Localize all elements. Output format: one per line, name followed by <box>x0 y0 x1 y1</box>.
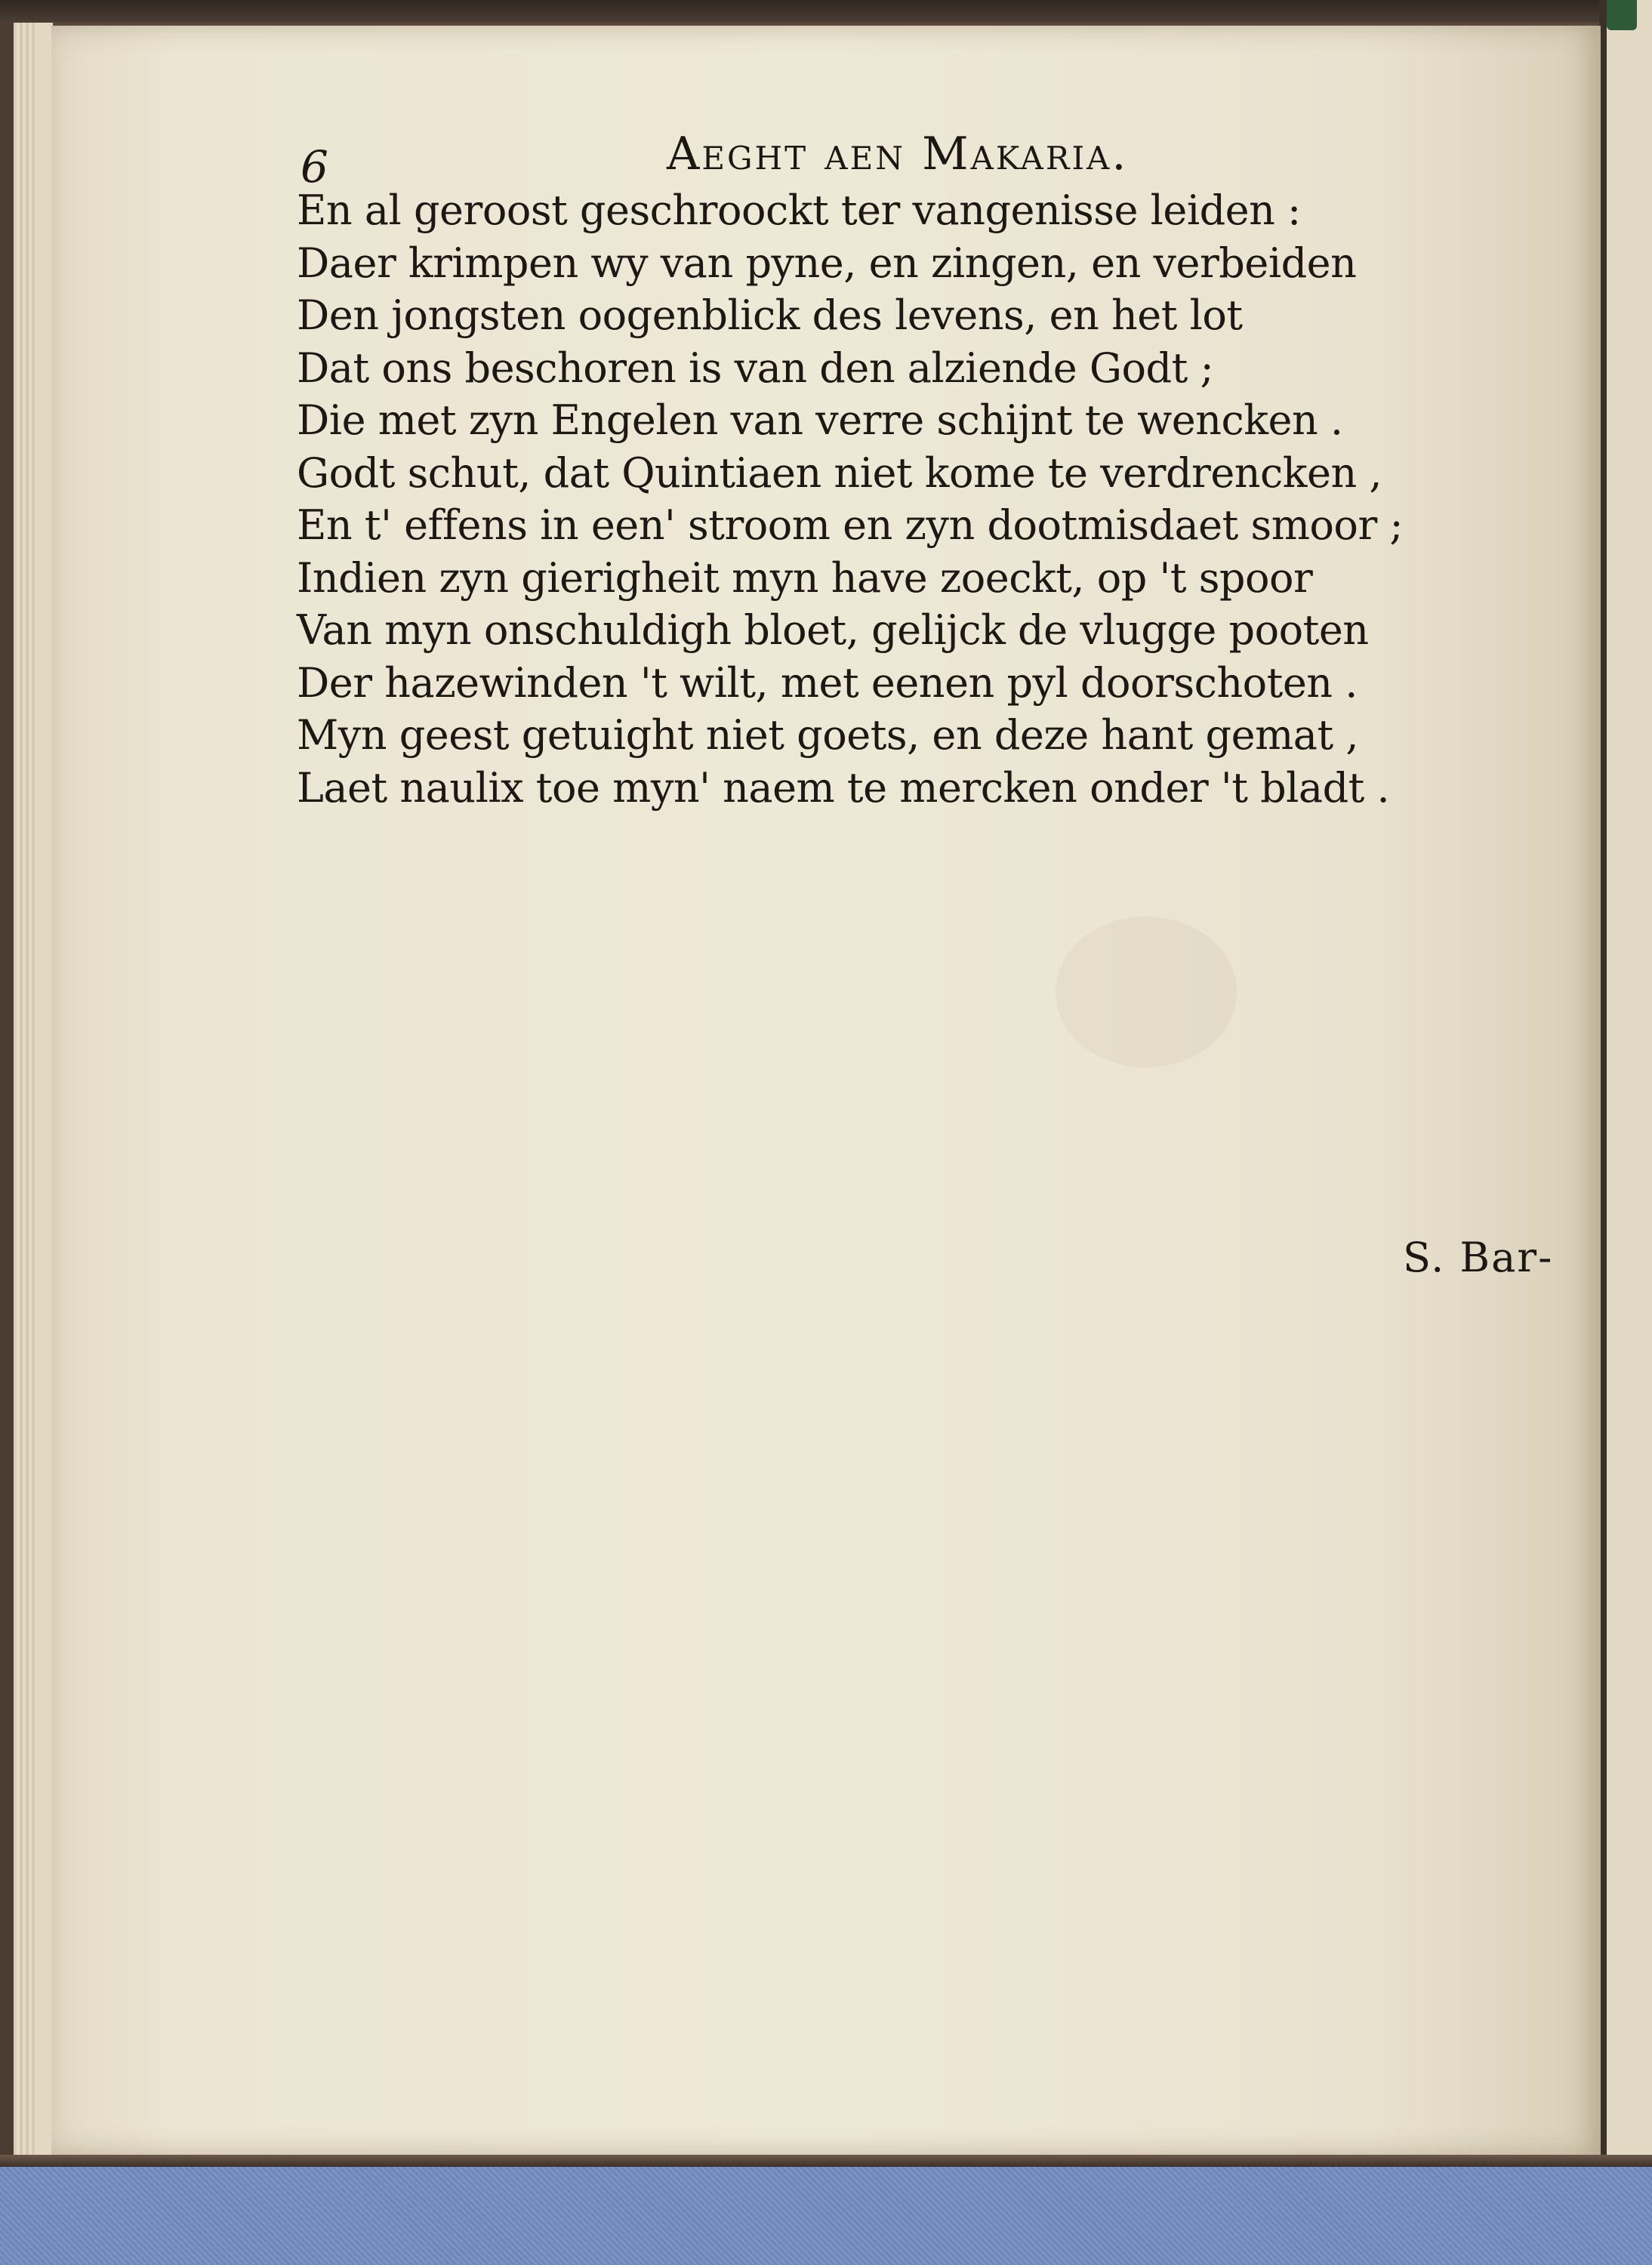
poem-line: Die met zyn Engelen van verre schijnt te wencken . <box>297 396 1343 444</box>
page-header <box>51 105 1601 193</box>
poem-line: En t' effens in een' stroom en zyn dootmisdaet smoor ; <box>297 501 1404 549</box>
poem-line: Den jongsten oogenblick des levens, en het lot <box>297 291 1243 339</box>
facing-page-edge <box>1599 0 1652 2265</box>
paper-stain <box>1056 917 1237 1068</box>
blue-cloth-background <box>0 2167 1652 2265</box>
poem-line: Dat ons beschoren is van den alziende Godt ; <box>297 344 1214 392</box>
bookmark-ribbon <box>1607 0 1637 30</box>
poem-line: Indien zyn gierigheit myn have zoeckt, op 't spoor <box>297 553 1313 602</box>
poem-line: Myn geest getuight niet goets, en deze hant gemat , <box>297 711 1359 759</box>
poem-line: Daer krimpen wy van pyne, en zingen, en verbeiden <box>297 239 1357 287</box>
page-edges-left <box>0 23 53 2167</box>
book-top-edge <box>0 0 1652 23</box>
poem-line: Van myn onschuldigh bloet, gelijck de vlugge pooten <box>297 606 1369 654</box>
running-title: Aeght aen Makaria. <box>667 128 1129 180</box>
poem-line: Der hazewinden 't wilt, met eenen pyl doorschoten . <box>297 658 1358 707</box>
book-bottom-edge <box>0 2155 1652 2167</box>
book-page <box>51 26 1601 2155</box>
page-number: 6 <box>301 141 328 193</box>
poem-text <box>297 184 1403 814</box>
poem-line: Godt schut, dat Quintiaen niet kome te verdrencken , <box>297 448 1382 497</box>
poem-line: Laet naulix toe myn' naem te mercken onder 't bladt . <box>297 763 1390 812</box>
poem-line: En al geroost geschroockt ter vangenisse leiden : <box>297 186 1301 234</box>
catchword: S. Bar- <box>1403 1234 1554 1281</box>
